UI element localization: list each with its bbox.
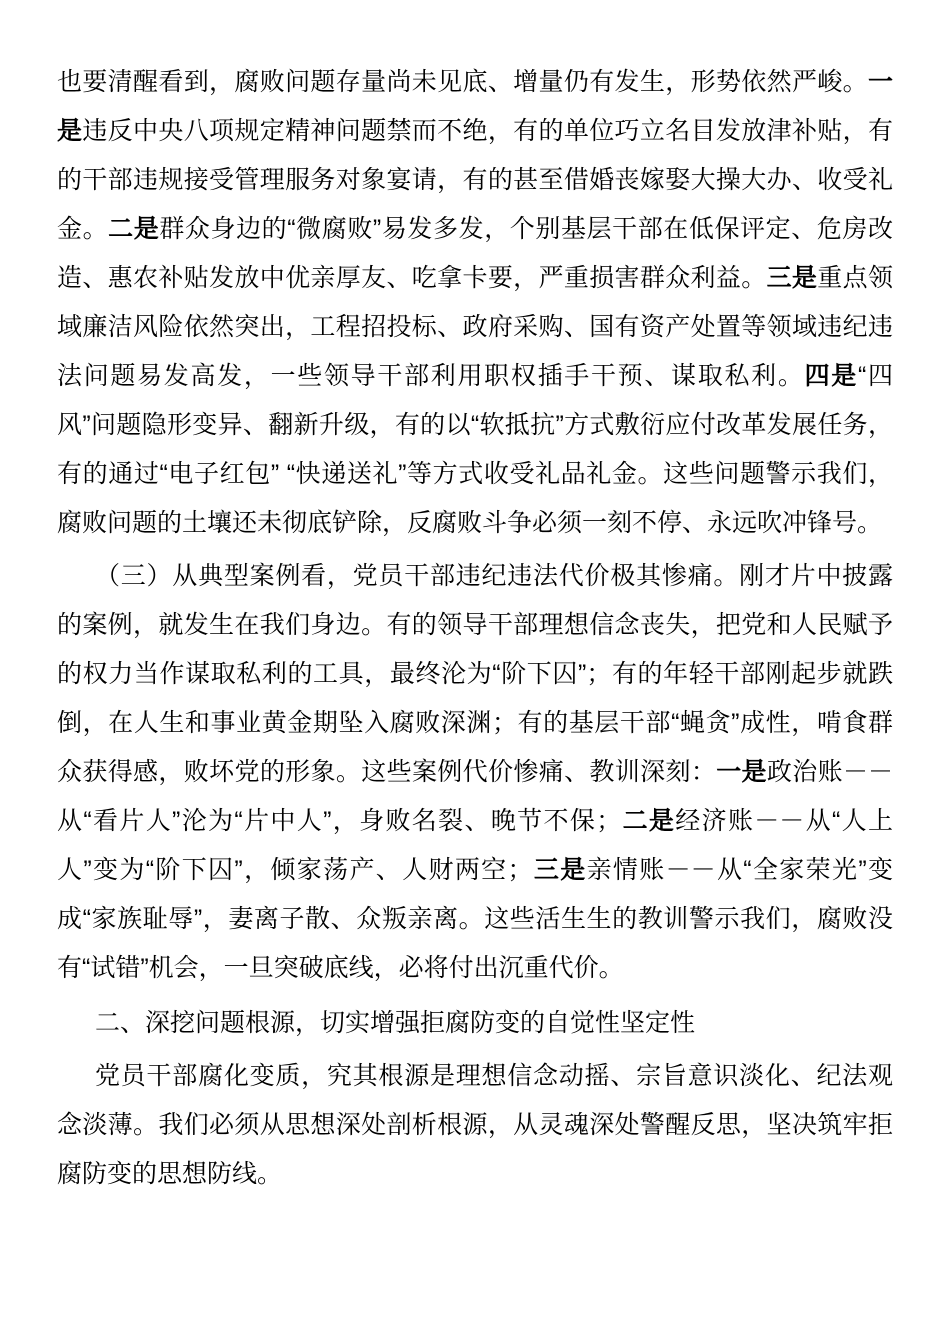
emphasis-run: 三是 bbox=[532, 856, 587, 884]
emphasis-run: 二是 bbox=[108, 215, 160, 243]
emphasis-run: 一是 bbox=[57, 68, 893, 145]
text-run: （三）从典型案例看，党员干部违纪违法代价极其惨痛。刚才片中披露的案例，就发生在我们身边。有的领导干部理想信念丧失，把党和人民赋予的权力当作谋取私利的工具，最终沦为“阶下囚”；有的年轻干部刚起步就跌倒，在人生和事业黄金期坠入腐败深渊；有的基层干部“蝇贪”成性，啃食群众获得感，败坏党的形象。这些案例代价惨痛、教训深刻： bbox=[57, 562, 893, 786]
heading-text: 二、深挖问题根源，切实增强拒腐防变的自觉性坚定性 bbox=[95, 1009, 696, 1037]
emphasis-run: 一是 bbox=[716, 758, 767, 786]
text-run: 亲情账－－从“全家荣光”变成“家族耻辱”，妻离子散、众叛亲离。这些活生生的教训警示我们，腐败没有“试错”机会，一旦突破底线，必将付出沉重代价。 bbox=[57, 856, 893, 982]
emphasis-run: 四是 bbox=[804, 362, 858, 390]
text-run: 政治账－－从“看片人”沦为“片中人”，身败名裂、晚节不保； bbox=[57, 758, 893, 835]
paragraph-2 bbox=[57, 552, 893, 993]
text-run: 重点领域廉洁风险依然突出，工程招投标、政府采购、国有资产处置等领域违纪违法问题易发高发，一些领导干部利用职权插手干预、谋取私利。 bbox=[57, 264, 893, 390]
paragraph-1 bbox=[57, 58, 893, 548]
emphasis-run: 二是 bbox=[621, 807, 676, 835]
paragraph-3 bbox=[57, 1052, 893, 1199]
emphasis-run: 三是 bbox=[766, 264, 818, 292]
text-run: 群众身边的“微腐败”易发多发，个别基层干部在低保评定、危房改造、惠农补贴发放中优亲厚友、吃拿卡要，严重损害群众利益。 bbox=[57, 215, 893, 292]
text-run: “四风”问题隐形变异、翻新升级，有的以“软抵抗”方式敷衍应付改革发展任务，有的通过“电子红包” “快递送礼”等方式收受礼品礼金。这些问题警示我们，腐败问题的土壤还未彻底铲除，反腐败斗争必须一刻不停、永远吹冲锋号。 bbox=[57, 362, 893, 537]
text-run: 经济账－－从“人上人”变为“阶下囚”，倾家荡产、人财两空； bbox=[57, 807, 893, 884]
section-heading bbox=[57, 999, 893, 1048]
text-run: 也要清醒看到，腐败问题存量尚未见底、增量仍有发生，形势依然严峻。 bbox=[57, 68, 868, 96]
text-run: 违反中央八项规定精神问题禁而不绝，有的单位巧立名目发放津补贴，有的干部违规接受管理服务对象宴请，有的甚至借婚丧嫁娶大操大办、收受礼金。 bbox=[57, 117, 893, 243]
text-run: 党员干部腐化变质，究其根源是理想信念动摇、宗旨意识淡化、纪法观念淡薄。我们必须从思想深处剖析根源，从灵魂深处警醒反思，坚决筑牢拒腐防变的思想防线。 bbox=[57, 1062, 893, 1188]
